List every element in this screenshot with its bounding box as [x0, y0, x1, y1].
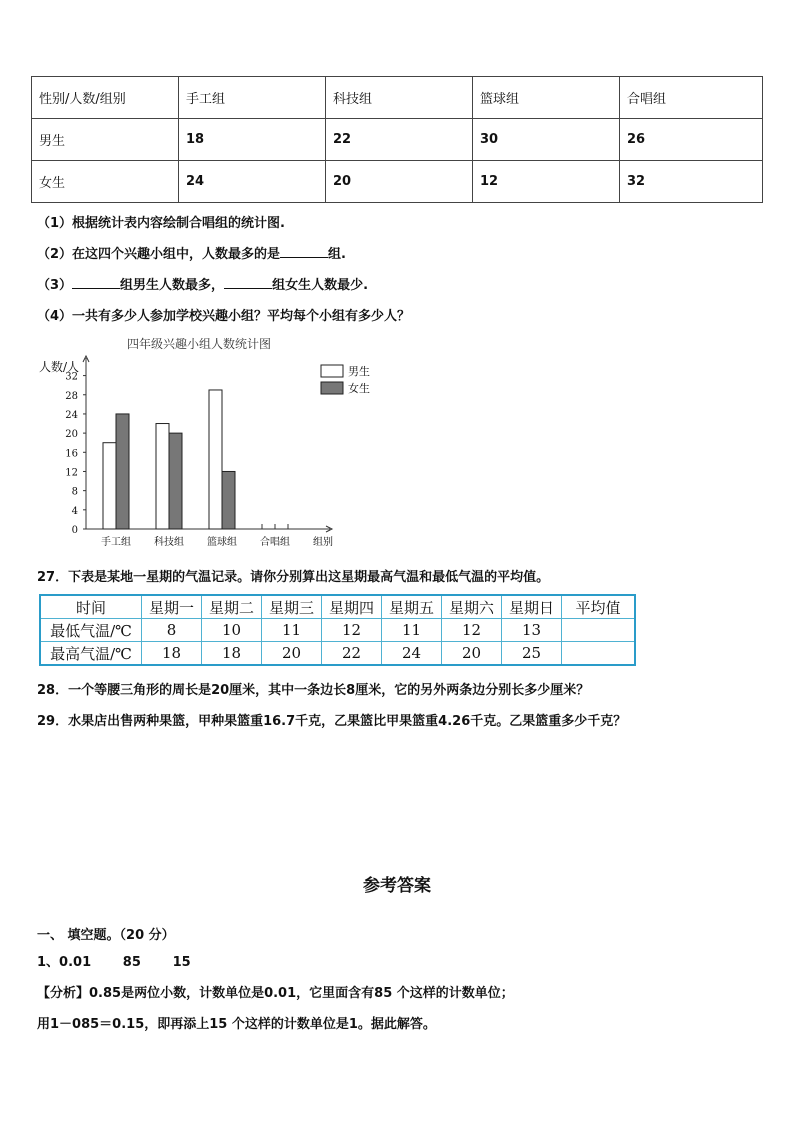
legend-swatch	[321, 382, 343, 394]
y-tick-label: 16	[65, 448, 78, 460]
question-2-text: （2）在这四个兴趣小组中，人数最多的是	[37, 247, 281, 262]
y-tick-label: 32	[65, 371, 78, 383]
table-cell: 24	[382, 642, 442, 666]
row-label: 女生	[32, 161, 179, 203]
bar-boys	[209, 390, 222, 529]
table-cell: 8	[142, 619, 202, 642]
y-axis-label: 人数/人	[39, 360, 80, 374]
table-row	[40, 619, 635, 642]
header-cell: 性别/人数/组别	[32, 77, 179, 119]
table-cell: 30	[473, 119, 620, 161]
header-cell: 星期日	[502, 595, 562, 619]
table-cell: 12	[442, 619, 502, 642]
x-tick-label: 科技组	[154, 537, 184, 548]
header-cell: 合唱组	[620, 77, 763, 119]
interest-group-table	[31, 76, 763, 203]
header-cell: 科技组	[326, 77, 473, 119]
table-header-row	[32, 77, 763, 119]
table-cell: 26	[620, 119, 763, 161]
header-cell: 星期四	[322, 595, 382, 619]
header-cell: 星期五	[382, 595, 442, 619]
question-29: 29．水果店出售两种果篮，甲种果篮重16.7千克，乙果篮比甲果篮重4.26千克。乙果篮重多少千克？	[37, 714, 627, 729]
table-cell	[562, 619, 636, 642]
answer-1: 1、0.01 85 15	[37, 955, 191, 970]
header-cell: 时间	[40, 595, 142, 619]
y-tick-label: 20	[65, 429, 78, 441]
y-tick-label: 8	[71, 486, 78, 498]
table-cell: 22	[322, 642, 382, 666]
question-3-prefix: （3）	[37, 278, 73, 293]
header-cell: 星期一	[142, 595, 202, 619]
bar-girls	[116, 414, 129, 529]
row-label: 最高气温/℃	[40, 642, 142, 666]
question-3-suffix: 组女生人数最少.	[272, 278, 369, 293]
table-cell: 10	[202, 619, 262, 642]
answer-blank	[224, 276, 272, 289]
legend-label: 男生	[348, 365, 370, 378]
question-4: （4）一共有多少人参加学校兴趣小组？平均每个小组有多少人？	[37, 309, 411, 324]
x-tick-label: 篮球组	[207, 537, 237, 548]
section-heading: 一、 填空题。（20 分）	[37, 928, 175, 943]
table-cell: 12	[322, 619, 382, 642]
legend-label: 女生	[348, 382, 370, 395]
legend-swatch	[321, 365, 343, 377]
question-3	[37, 274, 368, 293]
bar-girls	[169, 433, 182, 529]
y-tick-label: 0	[71, 525, 78, 536]
table-cell: 20	[442, 642, 502, 666]
calculation-text: 用1－085＝0.15，即再添上15 个这样的计数单位是1。据此解答。	[37, 1017, 436, 1032]
bar-boys	[103, 443, 116, 529]
question-1: （1）根据统计表内容绘制合唱组的统计图.	[37, 216, 285, 231]
header-cell: 手工组	[179, 77, 326, 119]
temperature-table	[39, 594, 636, 666]
bar-girls	[222, 471, 235, 529]
question-2-suffix: 组.	[328, 247, 346, 262]
table-cell: 22	[326, 119, 473, 161]
y-tick-label: 28	[65, 390, 78, 402]
answer-blank	[72, 276, 120, 289]
row-label: 最低气温/℃	[40, 619, 142, 642]
table-cell: 11	[382, 619, 442, 642]
table-row	[40, 642, 635, 666]
x-tick-label: 手工组	[101, 537, 131, 548]
table-cell: 18	[179, 119, 326, 161]
table-cell: 20	[262, 642, 322, 666]
bar-boys	[156, 424, 169, 529]
question-28: 28．一个等腰三角形的周长是20厘米，其中一条边长8厘米，它的另外两条边分别长多少厘米？	[37, 683, 590, 698]
x-tick-label: 合唱组	[260, 537, 290, 548]
y-tick-label: 4	[71, 505, 78, 517]
table-cell: 25	[502, 642, 562, 666]
table-cell: 13	[502, 619, 562, 642]
table-row	[32, 161, 763, 203]
header-cell: 篮球组	[473, 77, 620, 119]
table-cell: 24	[179, 161, 326, 203]
question-3-mid: 组男生人数最多，	[120, 278, 225, 293]
table-cell: 32	[620, 161, 763, 203]
table-cell: 20	[326, 161, 473, 203]
table-cell: 12	[473, 161, 620, 203]
analysis-text: 【分析】0.85是两位小数，计数单位是0.01，它里面含有85 个这样的计数单位；	[37, 986, 514, 1001]
chart-title: 四年级兴趣小组人数统计图	[127, 337, 272, 351]
row-label: 男生	[32, 119, 179, 161]
question-27: 27．下表是某地一星期的气温记录。请你分别算出这星期最高气温和最低气温的平均值。	[37, 570, 550, 585]
header-cell: 星期三	[262, 595, 322, 619]
answers-title: 参考答案	[363, 876, 431, 896]
table-cell	[562, 642, 636, 666]
answer-blank	[280, 245, 328, 258]
y-tick-label: 12	[65, 467, 78, 479]
header-cell: 星期六	[442, 595, 502, 619]
y-tick-label: 24	[65, 409, 78, 421]
table-cell: 11	[262, 619, 322, 642]
header-cell: 平均值	[562, 595, 636, 619]
x-axis-label: 组别	[313, 537, 333, 548]
table-cell: 18	[202, 642, 262, 666]
question-2	[37, 243, 346, 262]
header-cell: 星期二	[202, 595, 262, 619]
bar-chart	[30, 333, 390, 551]
table-header-row	[40, 595, 635, 619]
table-cell: 18	[142, 642, 202, 666]
table-row	[32, 119, 763, 161]
